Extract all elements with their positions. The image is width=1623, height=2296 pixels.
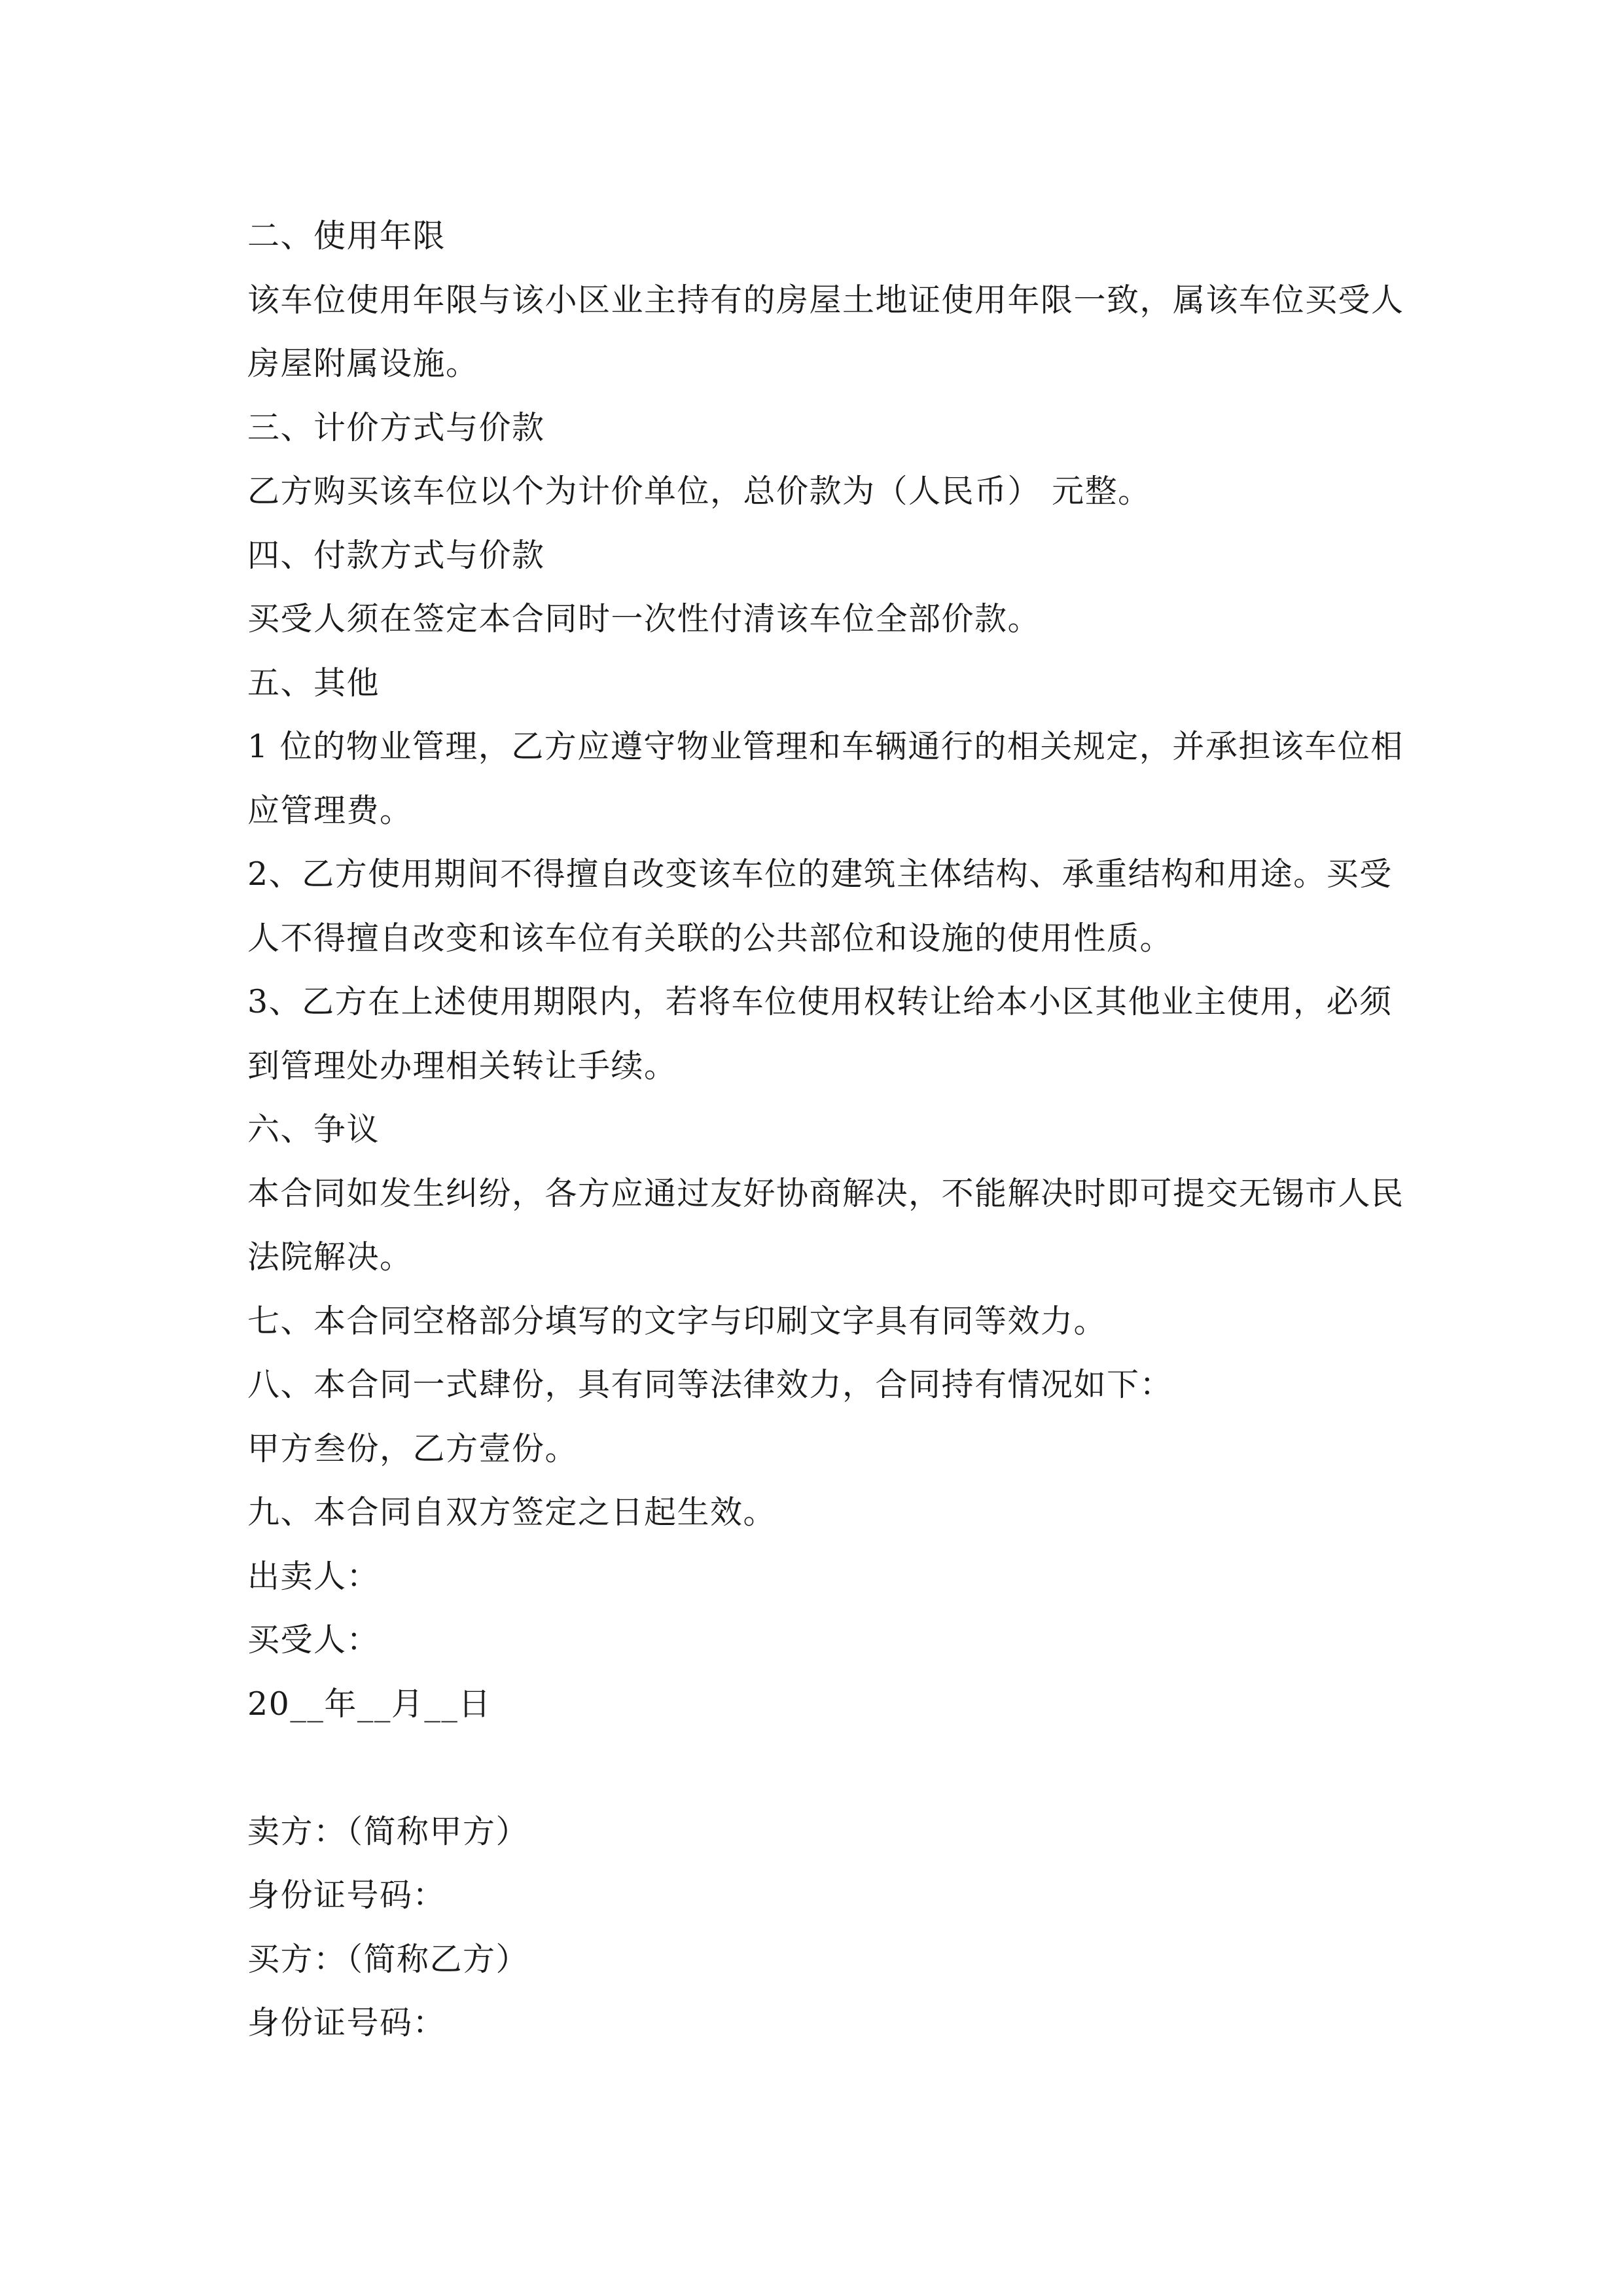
paragraph-line: 应管理费。 <box>247 791 413 829</box>
contract-body <box>247 204 1404 2055</box>
section-heading-pricing: 三、计价方式与价款 <box>247 408 545 446</box>
paragraph-line: 1 位的物业管理，乙方应遵守物业管理和车辆通行的相关规定，并承担该车位相 <box>247 728 1404 765</box>
date-line: 20__年__月__日 <box>247 1685 491 1723</box>
seller-party: 卖方：（简称甲方） <box>247 1812 529 1850</box>
blank-line <box>247 1736 1386 1800</box>
paragraph-line: 人不得擅自改变和该车位有关联的公共部位和设施的使用性质。 <box>247 919 1173 957</box>
paragraph-line: 本合同如发生纠纷，各方应通过友好协商解决，不能解决时即可提交无锡市人民 <box>247 1174 1404 1212</box>
paragraph-line: 3、乙方在上述使用期限内，若将车位使用权转让给本小区其他业主使用，必须 <box>247 983 1393 1020</box>
paragraph-line: 买受人须在签定本合同时一次性付清该车位全部价款。 <box>247 600 1041 637</box>
section-heading-term: 二、使用年限 <box>247 217 446 255</box>
paragraph-line: 2、乙方使用期间不得擅自改变该车位的建筑主体结构、承重结构和用途。买受 <box>247 855 1393 893</box>
clause-nine: 九、本合同自双方签定之日起生效。 <box>247 1494 777 1531</box>
clause-seven: 七、本合同空格部分填写的文字与印刷文字具有同等效力。 <box>247 1302 1107 1340</box>
section-heading-other: 五、其他 <box>247 664 380 702</box>
paragraph-line: 法院解决。 <box>247 1238 413 1276</box>
paragraph-line: 甲方叁份，乙方壹份。 <box>247 1429 579 1467</box>
section-heading-dispute: 六、争议 <box>247 1111 380 1148</box>
buyer-signature-label: 买受人： <box>247 1621 380 1659</box>
section-heading-payment: 四、付款方式与价款 <box>247 536 545 574</box>
seller-signature-label: 出卖人： <box>247 1557 380 1595</box>
paragraph-line: 房屋附属设施。 <box>247 345 479 382</box>
paragraph-line: 该车位使用年限与该小区业主持有的房屋土地证使用年限一致，属该车位买受人 <box>247 281 1404 319</box>
paragraph-line: 到管理处办理相关转让手续。 <box>247 1047 677 1085</box>
buyer-id-number: 身份证号码： <box>247 2004 446 2041</box>
seller-id-number: 身份证号码： <box>247 1876 446 1914</box>
clause-eight: 八、本合同一式肆份，具有同等法律效力，合同持有情况如下： <box>247 1366 1173 1403</box>
paragraph-line: 乙方购买该车位以个为计价单位，总价款为（人民币） 元整。 <box>247 473 1151 510</box>
buyer-party: 买方：（简称乙方） <box>247 1940 529 1978</box>
